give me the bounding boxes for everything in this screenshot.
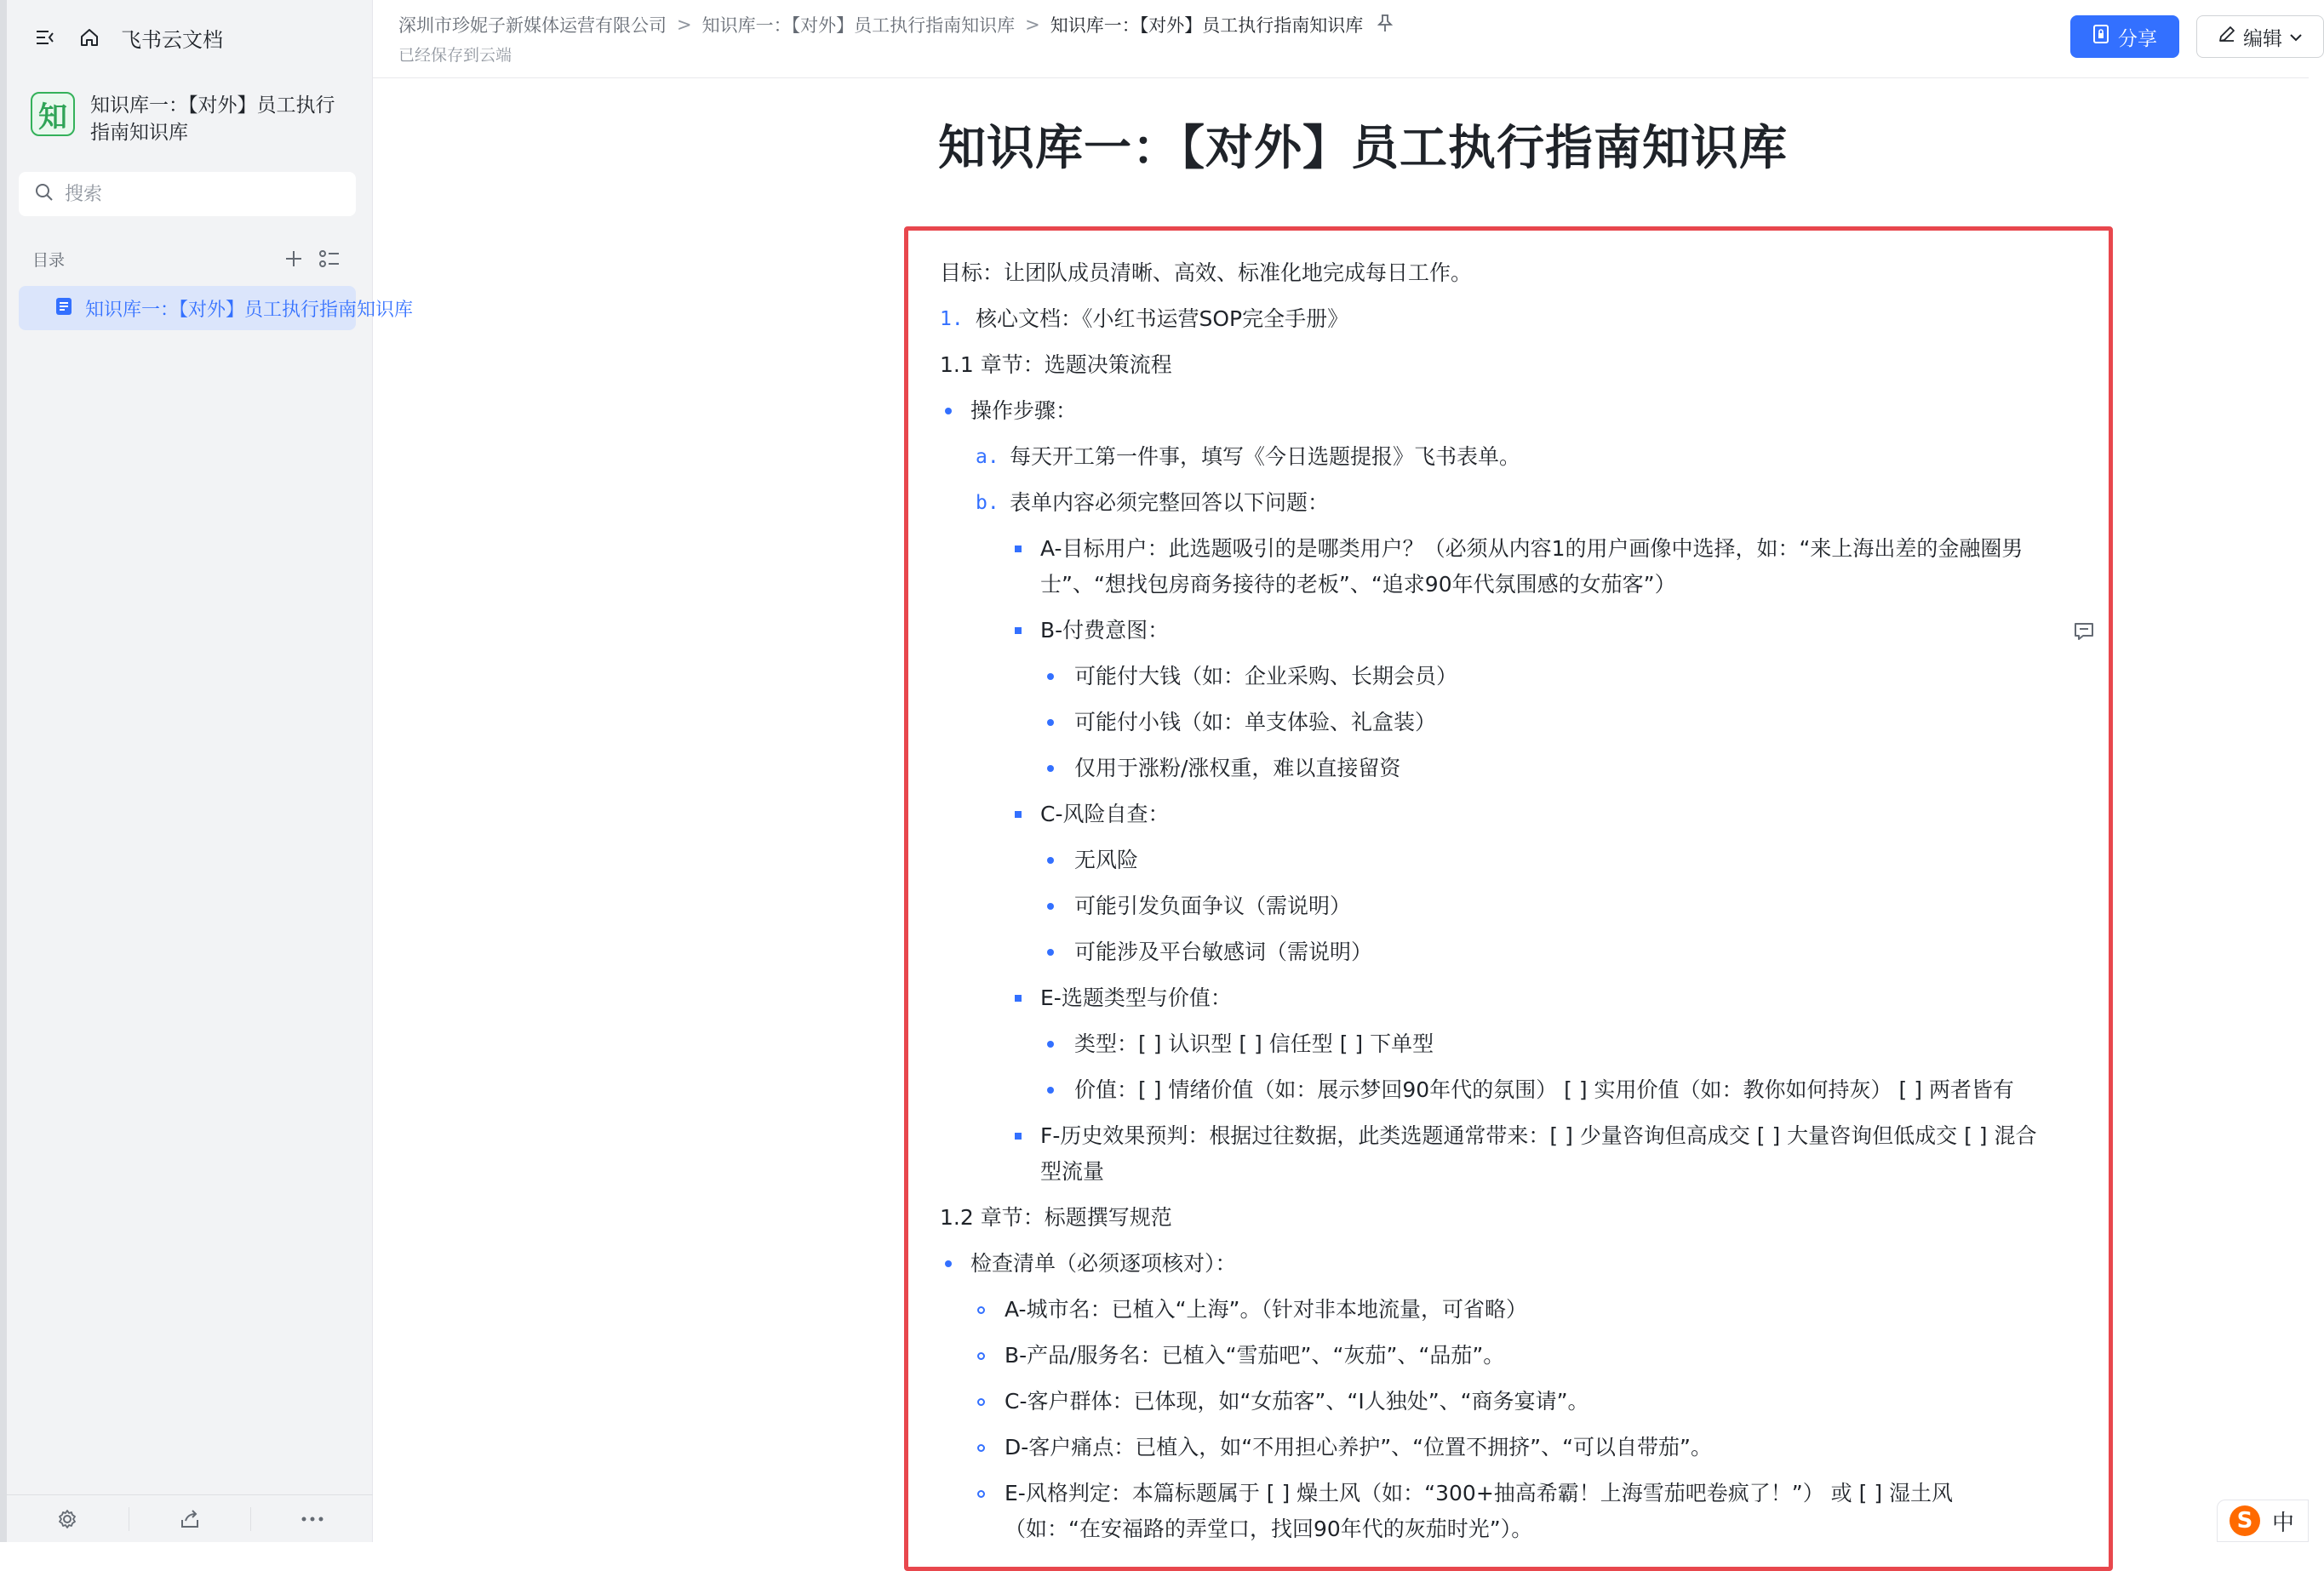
list-item-text: A-目标用户：此选题吸引的是哪类用户？（必须从内容1的用户画像中选择，如：“来上海出差的金融圈男士”、“想找包房商务接待的老板”、“追求90年代氛围感的女茄客”） (1040, 536, 2023, 597)
list-item-text: A-城市名：已植入“上海”。（针对非本地流量，可省略） (1005, 1297, 1527, 1322)
ordered-item[interactable] (940, 301, 2072, 337)
bullet-item[interactable] (940, 531, 2046, 603)
chevron-down-icon (2289, 26, 2303, 48)
window-edge (0, 0, 7, 1542)
document-body[interactable] (940, 255, 2072, 1557)
list-item-text: 表单内容必须完整回答以下问题： (1010, 490, 1330, 515)
section-heading[interactable] (940, 347, 2072, 383)
pin-icon[interactable] (1377, 14, 1394, 37)
list-item-text: 可能付小钱（如：单支体验、礼盒装） (1074, 710, 1437, 734)
bullet-dot (945, 408, 952, 414)
bullet-square (1015, 546, 1022, 552)
list-item-text: 检查清单（必须逐项核对）： (970, 1251, 1237, 1276)
list-item-text: 类型：[ ] 认识型 [ ] 信任型 [ ] 下单型 (1074, 1031, 1434, 1056)
sogou-logo-icon: S (2230, 1505, 2260, 1536)
list-item-text: 可能付大钱（如：企业采购、长期会员） (1074, 664, 1458, 688)
bullet-dot (1047, 1041, 1054, 1048)
bullet-item[interactable] (940, 1292, 2072, 1328)
bullet-square (1015, 1133, 1022, 1140)
bullet-dot (1047, 949, 1054, 956)
list-item-text: C-客户群体：已体现，如“女茄客”、“I人独处”、“商务宴请”。 (1005, 1389, 1589, 1414)
search-icon (34, 182, 54, 206)
top-bar (373, 0, 2309, 78)
toc-header (32, 243, 344, 274)
ordered-item[interactable] (940, 485, 2072, 521)
comment-icon[interactable] (2072, 620, 2096, 643)
bullet-item[interactable] (940, 980, 2072, 1016)
bullet-ring (977, 1444, 985, 1452)
bullet-dot (1047, 673, 1054, 680)
heading-text: 1.2 章节：标题撰写规范 (940, 1205, 1172, 1230)
edit-label: 编辑 (2243, 27, 2282, 50)
bullet-dot (1047, 719, 1054, 726)
share-button[interactable] (2070, 15, 2179, 58)
sidebar-header (32, 19, 223, 56)
breadcrumb-item-company[interactable]: 深圳市珍妮子新媒体运营有限公司 (398, 15, 667, 36)
bullet-item[interactable] (940, 705, 2072, 740)
bullet-dot (1047, 857, 1054, 864)
bullet-dot (1047, 765, 1054, 772)
bullet-ring (977, 1398, 985, 1406)
bullet-item[interactable] (940, 1384, 2072, 1420)
list-item-text: 无风险 (1074, 848, 1139, 872)
list-item-text: 可能涉及平台敏感词（需说明） (1074, 940, 1373, 964)
bullet-item[interactable] (940, 1430, 2072, 1465)
list-item-text: 仅用于涨粉/涨权重，难以直接留资 (1074, 756, 1401, 780)
list-item-text: 可能引发负面争议（需说明） (1074, 894, 1352, 918)
bullet-dot (945, 1260, 952, 1267)
bullet-ring (977, 1352, 985, 1360)
edit-mode-button[interactable] (2196, 15, 2324, 58)
list-item-text: B-付费意图： (1040, 618, 1170, 643)
list-item-text: F-历史效果预判：根据过往数据，此类选题通常带来：[ ] 少量咨询但高成交 [ ] 大量咨询但低成交 [ ] 混合型流量 (1040, 1123, 2037, 1184)
ordered-item[interactable] (940, 439, 2072, 475)
home-icon[interactable] (77, 25, 102, 50)
list-item-text: B-产品/服务名：已植入“雪茄吧”、“灰茄”、“品茄”。 (1005, 1343, 1505, 1368)
search-box[interactable] (19, 172, 356, 216)
list-item-text: E-风格判定：本篇标题属于 [ ] 燥土风（如：“300+抽高希霸！上海雪茄吧卷疯了！”） 或 [ ] 湿土风（如：“在安福路的弄堂口，找回90年代的灰茄时光”）。 (1005, 1481, 1954, 1541)
list-item-text: 核心文档：《小红书运营SOP完全手册》 (976, 306, 1349, 331)
bullet-ring (977, 1490, 985, 1498)
bullet-item[interactable] (940, 1118, 2046, 1190)
breadcrumb-separator: > (677, 14, 692, 35)
knowledge-base-title: 知识库一：【对外】员工执行指南知识库 (90, 94, 335, 144)
collapse-sidebar-icon[interactable] (32, 25, 58, 50)
list-item-text: 价值：[ ] 情绪价值（如：展示梦回90年代的氛围） [ ] 实用价值（如：教你如何持灰） [ ] 两者皆有 (1074, 1077, 2014, 1102)
paragraph-text: 目标：让团队成员清晰、高效、标准化地完成每日工作。 (940, 260, 1473, 285)
bullet-item[interactable] (940, 613, 2072, 648)
sidebar (0, 0, 414, 1542)
share-out-icon[interactable] (129, 1507, 252, 1531)
bullet-item[interactable] (940, 843, 2072, 878)
breadcrumb-separator: > (1025, 14, 1040, 35)
heading-text: 1.1 章节：选题决策流程 (940, 352, 1172, 377)
paragraph[interactable] (940, 255, 2072, 291)
pencil-icon (2218, 25, 2236, 49)
bullet-item[interactable] (940, 1476, 2046, 1547)
bullet-item[interactable] (940, 659, 2072, 694)
list-letter: a. (976, 446, 999, 468)
bullet-item[interactable] (940, 1072, 2072, 1108)
list-item-text: D-客户痛点：已植入，如“不用担心养护”、“位置不拥挤”、“可以自带茄”。 (1005, 1435, 1712, 1460)
doc-icon (54, 296, 73, 320)
knowledge-base-logo: 知 (31, 92, 75, 136)
bullet-item[interactable] (940, 1026, 2072, 1062)
brand-name[interactable]: 飞书云文档 (121, 27, 223, 52)
bullet-dot (1047, 1087, 1054, 1094)
search-input[interactable] (65, 184, 320, 205)
list-number: 1. (940, 308, 964, 330)
ime-mode-label: 中 (2272, 1510, 2295, 1536)
add-icon[interactable] (279, 244, 308, 273)
toc-label: 目录 (32, 250, 66, 270)
toc-item-active[interactable] (19, 286, 414, 330)
bullet-dot (1047, 903, 1054, 910)
bullet-item[interactable] (940, 751, 2072, 786)
bullet-item[interactable] (940, 888, 2072, 924)
toc-list-icon[interactable] (315, 244, 344, 273)
more-icon[interactable] (251, 1507, 373, 1531)
lock-doc-icon (2092, 24, 2109, 49)
breadcrumb-item-kb[interactable]: 知识库一：【对外】员工执行指南知识库 (701, 15, 1016, 36)
list-item-text: 每天开工第一件事，填写《今日选题提报》飞书表单。 (1010, 444, 1521, 469)
save-status: 已经保存到云端 (398, 46, 512, 65)
list-item-text: C-风险自查： (1040, 802, 1170, 826)
breadcrumb (398, 12, 1394, 37)
bullet-item[interactable] (940, 393, 2072, 429)
bullet-item[interactable] (940, 1338, 2072, 1374)
section-heading[interactable] (940, 1200, 2072, 1236)
bullet-square (1015, 995, 1022, 1002)
bullet-square (1015, 811, 1022, 818)
list-item-text: E-选题类型与价值： (1040, 985, 1232, 1010)
sidebar-footer (7, 1494, 373, 1542)
toc-item-label: 知识库一：【对外】员工执行指南知识库 (85, 299, 414, 321)
knowledge-base-card[interactable] (31, 92, 354, 146)
bullet-item[interactable] (940, 1246, 2072, 1282)
list-letter: b. (976, 492, 999, 514)
bullet-square (1015, 627, 1022, 634)
document-title[interactable]: 知识库一：【对外】员工执行指南知识库 (938, 121, 1788, 176)
bullet-item[interactable] (940, 797, 2072, 832)
bullet-item[interactable] (940, 934, 2072, 970)
list-item-text: 操作步骤： (970, 398, 1078, 423)
share-label: 分享 (2118, 27, 2157, 50)
ime-indicator[interactable] (2217, 1500, 2309, 1542)
settings-icon[interactable] (7, 1507, 129, 1531)
breadcrumb-item-current[interactable]: 知识库一：【对外】员工执行指南知识库 (1050, 15, 1364, 36)
bullet-ring (977, 1306, 985, 1314)
